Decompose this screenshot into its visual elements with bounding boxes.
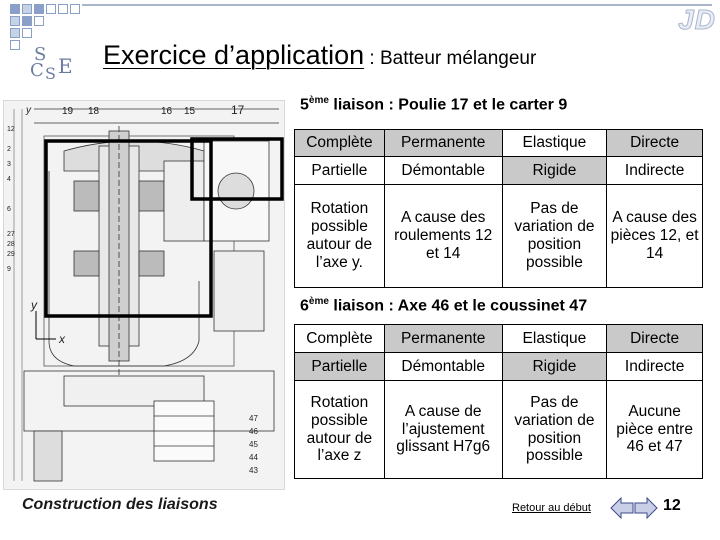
cell-rigide: Rigide [502, 157, 607, 185]
technical-drawing [3, 100, 285, 490]
cell-partielle: Partielle [295, 157, 385, 185]
cell-demontable: Démontable [384, 353, 502, 381]
svg-text:12: 12 [7, 126, 15, 133]
cell-permanente: Permanente [384, 130, 502, 157]
drawing-label-19: 19 [62, 106, 74, 117]
table-row [295, 157, 703, 185]
arrow-left-icon [610, 497, 634, 519]
cell-indirecte: Indirecte [607, 353, 703, 381]
previous-slide-button[interactable] [610, 497, 634, 519]
title-sub: : Batteur mélangeur [364, 48, 537, 69]
svg-text:4: 4 [7, 176, 11, 183]
scse-logo: S C S E [30, 44, 73, 83]
svg-text:44: 44 [249, 453, 258, 462]
cell-indirecte: Indirecte [607, 157, 703, 185]
drawing-label-17: 17 [231, 103, 245, 117]
cell-justif-rigide: Pas de variation de position possible [502, 381, 607, 479]
cell-demontable: Démontable [384, 157, 502, 185]
cell-complete: Complète [295, 130, 385, 157]
table-row [295, 185, 703, 288]
drawing-label-16: 16 [161, 106, 173, 117]
table-row [295, 130, 703, 157]
liaison5-heading: 5ème liaison : Poulie 17 et le carter 9 [300, 95, 568, 114]
cell-justif-directe: A cause des pièces 12, et 14 [607, 185, 703, 288]
cell-elastique: Elastique [502, 325, 607, 353]
svg-text:47: 47 [249, 414, 258, 423]
retour-au-debut-link[interactable]: Retour au début [512, 502, 591, 514]
drawing-axis-x: x [59, 332, 65, 346]
cell-justif-permanente: A cause de l’ajustement glissant H7g6 [384, 381, 502, 479]
svg-text:27: 27 [7, 231, 15, 238]
cell-justif-partielle: Rotation possible autour de l’axe z [295, 381, 385, 479]
cell-rigide: Rigide [502, 353, 607, 381]
svg-text:45: 45 [249, 440, 258, 449]
arrow-right-icon [634, 497, 658, 519]
page-number: 12 [663, 497, 681, 514]
top-rule [82, 4, 712, 6]
svg-text:9: 9 [7, 266, 11, 273]
svg-text:46: 46 [249, 427, 258, 436]
svg-text:3: 3 [7, 161, 11, 168]
svg-text:43: 43 [249, 466, 258, 475]
drawing-axis-y: y [31, 298, 37, 312]
liaison6-heading: 6ème liaison : Axe 46 et le coussinet 47 [300, 296, 588, 315]
cell-justif-rigide: Pas de variation de position possible [502, 185, 607, 288]
page-title [103, 40, 536, 71]
drawing-label-18: 18 [88, 106, 100, 117]
drawing-svg [4, 101, 285, 490]
cell-complete: Complète [295, 325, 385, 353]
table-row [295, 381, 703, 479]
cell-partielle: Partielle [295, 353, 385, 381]
cell-directe: Directe [607, 130, 703, 157]
section-title: Construction des liaisons [22, 496, 218, 513]
table-row [295, 325, 703, 353]
liaison5-table [294, 129, 703, 288]
svg-text:2: 2 [7, 146, 11, 153]
cell-justif-directe: Aucune pièce entre 46 et 47 [607, 381, 703, 479]
jd-watermark: JD [678, 4, 716, 35]
svg-text:29: 29 [7, 251, 15, 258]
svg-text:6: 6 [7, 206, 11, 213]
cell-elastique: Elastique [502, 130, 607, 157]
cell-permanente: Permanente [384, 325, 502, 353]
drawing-label-15: 15 [184, 106, 196, 117]
table-row [295, 353, 703, 381]
liaison6-table [294, 324, 703, 479]
drawing-label-y-top: y [26, 105, 31, 116]
title-main: Exercice d’application [103, 40, 365, 70]
cell-justif-permanente: A cause des roulements 12 et 14 [384, 185, 502, 288]
svg-text:28: 28 [7, 241, 15, 248]
next-slide-button[interactable] [634, 497, 658, 519]
cell-justif-complete: Rotation possible autour de l’axe y. [295, 185, 385, 288]
cell-directe: Directe [607, 325, 703, 353]
